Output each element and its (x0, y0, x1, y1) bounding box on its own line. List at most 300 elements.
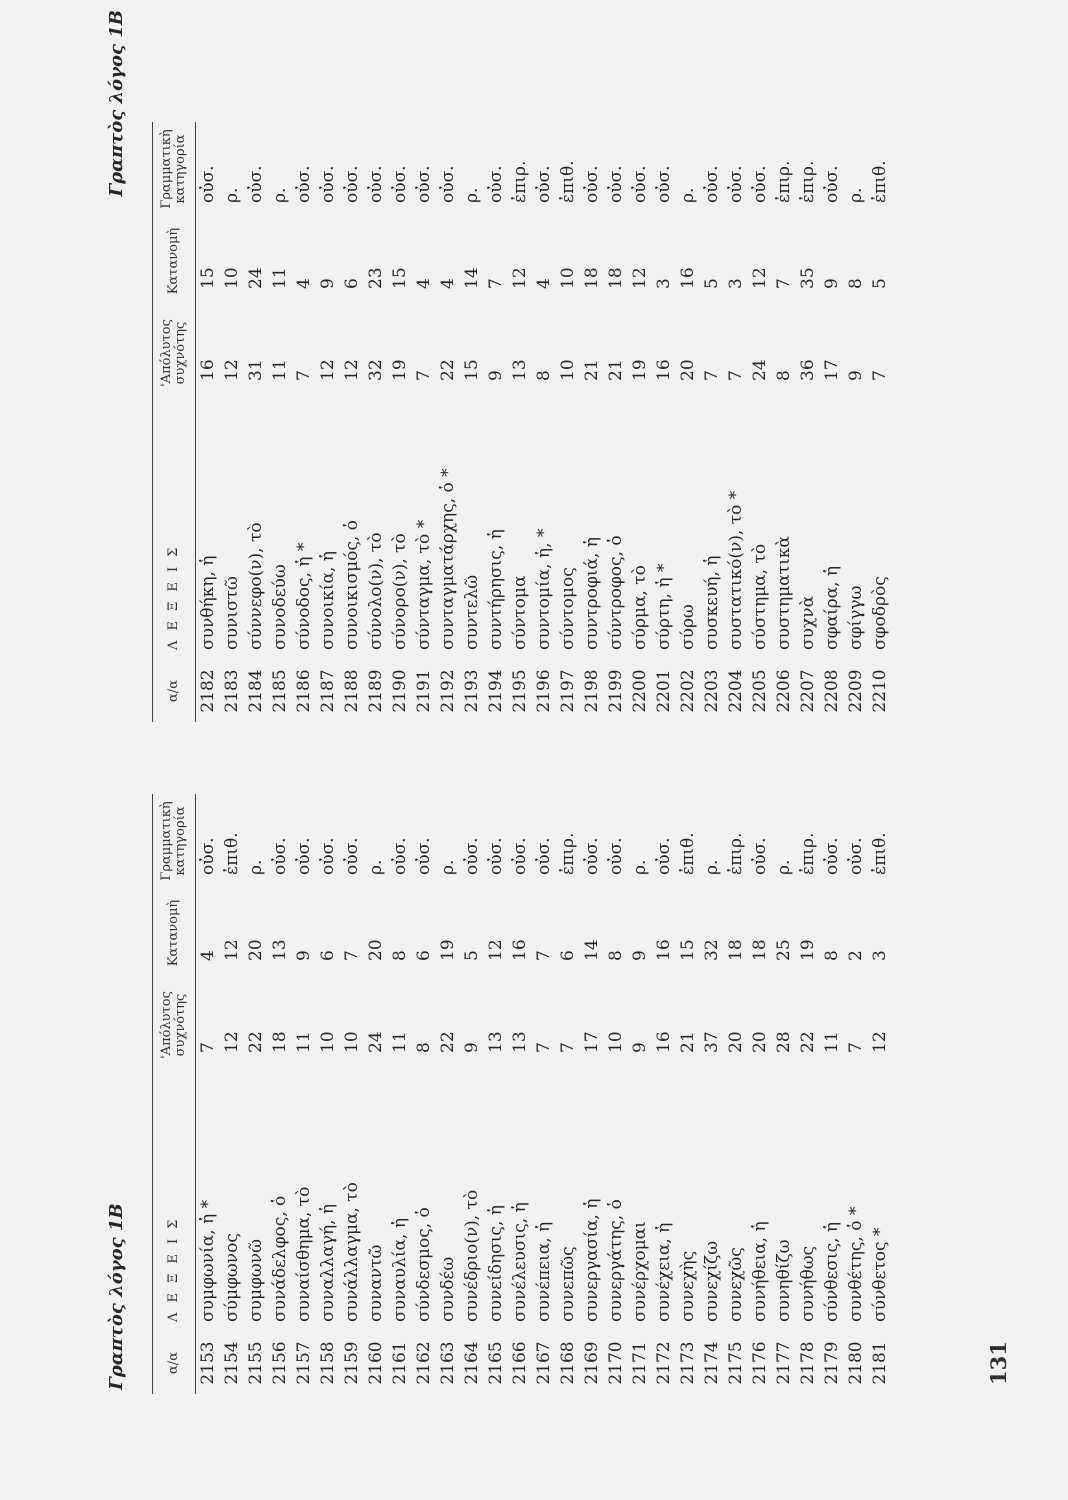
entry-distribution: 10 (222, 267, 242, 289)
page-number: 131 (986, 1341, 1011, 1385)
entry-grammatical-category: ἐπιθ. (678, 832, 698, 875)
entry-distribution: 14 (462, 267, 482, 289)
entry-grammatical-category: οὐσ. (318, 165, 338, 203)
entry-grammatical-category: ρ. (438, 859, 458, 875)
entry-grammatical-category: ἐπιθ. (222, 832, 242, 875)
entry-number: 2159 (342, 1341, 362, 1385)
entry-absolute-frequency: 13 (486, 1031, 506, 1053)
entry-word: συντήρησις, ἡ (486, 529, 506, 650)
table-row (196, 794, 221, 1394)
entry-number: 2173 (678, 1341, 698, 1385)
entry-number: 2207 (798, 669, 818, 713)
entry-grammatical-category: οὐσ. (822, 837, 842, 875)
table-row (508, 794, 532, 1394)
entry-word: συνείδησις, ἡ (486, 1205, 506, 1322)
entry-grammatical-category: ρ. (366, 859, 386, 875)
entry-word: συνήθεια, ἡ (750, 1221, 770, 1322)
entry-distribution: 4 (198, 950, 218, 961)
entry-absolute-frequency: 10 (318, 1031, 338, 1053)
entry-number: 2154 (222, 1341, 242, 1385)
entry-grammatical-category: οὐσ. (342, 165, 362, 203)
entry-grammatical-category: ρ. (630, 859, 650, 875)
entry-word: σύρω (678, 604, 698, 650)
entry-absolute-frequency: 7 (846, 1042, 866, 1053)
entry-absolute-frequency: 7 (414, 370, 434, 381)
entry-grammatical-category: οὐσ. (606, 837, 626, 875)
left-header-row (153, 794, 196, 1394)
entry-word: σύννεφο(ν), τὸ (246, 522, 266, 650)
table-row (532, 794, 556, 1394)
table-row (340, 794, 364, 1394)
entry-distribution: 2 (846, 950, 866, 961)
entry-distribution: 9 (294, 950, 314, 961)
entry-absolute-frequency: 37 (702, 1031, 722, 1053)
entry-absolute-frequency: 7 (558, 1042, 578, 1053)
entry-number: 2171 (630, 1341, 650, 1385)
entry-number: 2174 (702, 1341, 722, 1385)
entry-distribution: 23 (366, 267, 386, 289)
entry-word: συνιστῶ (222, 576, 242, 650)
entry-grammatical-category: ρ. (222, 187, 242, 203)
left-table-body (196, 794, 895, 1394)
table-row (388, 794, 412, 1394)
table-row (700, 122, 724, 722)
header-grammatical-category: Γραμματικὴ κατηγορία (153, 794, 196, 887)
entry-word: συνοικισμός, ὁ (342, 520, 362, 650)
entry-absolute-frequency: 7 (534, 1042, 554, 1053)
table-row (796, 794, 820, 1394)
entry-grammatical-category: οὐσ. (198, 837, 218, 875)
entry-word: συντροφιά, ἡ (582, 537, 602, 650)
right-header-row (153, 122, 196, 722)
entry-grammatical-category: οὐσ. (486, 837, 506, 875)
entry-number: 2156 (270, 1341, 290, 1385)
entry-absolute-frequency: 19 (390, 359, 410, 381)
entry-absolute-frequency: 10 (342, 1031, 362, 1053)
header-num: α/α (153, 1332, 196, 1394)
table-row (580, 122, 604, 722)
entry-absolute-frequency: 9 (630, 1042, 650, 1053)
entry-absolute-frequency: 17 (822, 359, 842, 381)
table-row (844, 794, 868, 1394)
table-row (748, 794, 772, 1394)
table-row (220, 122, 244, 722)
entry-number: 2198 (582, 669, 602, 713)
table-row (556, 122, 580, 722)
entry-distribution: 5 (462, 950, 482, 961)
entry-number: 2180 (846, 1341, 866, 1385)
entry-grammatical-category: οὐσ. (462, 837, 482, 875)
entry-absolute-frequency: 32 (366, 359, 386, 381)
entry-word: συνέδριο(ν), τὸ (462, 1189, 482, 1322)
entry-number: 2176 (750, 1341, 770, 1385)
entry-absolute-frequency: 20 (678, 359, 698, 381)
entry-absolute-frequency: 11 (270, 359, 290, 381)
entry-word: συνηθίζω (774, 1239, 794, 1322)
table-row (724, 794, 748, 1394)
entry-number: 2192 (438, 669, 458, 713)
entry-distribution: 32 (702, 939, 722, 961)
table-row (484, 794, 508, 1394)
entry-absolute-frequency: 7 (870, 370, 890, 381)
entry-absolute-frequency: 16 (198, 359, 218, 381)
entry-number: 2205 (750, 669, 770, 713)
entry-distribution: 20 (366, 939, 386, 961)
table-row (292, 794, 316, 1394)
entry-number: 2175 (726, 1341, 746, 1385)
entry-word: σύντροφος, ὁ (606, 535, 626, 650)
table-row (316, 122, 340, 722)
entry-grammatical-category: οὐσ. (606, 165, 626, 203)
table-row (364, 794, 388, 1394)
entry-absolute-frequency: 18 (270, 1031, 290, 1053)
entry-number: 2193 (462, 669, 482, 713)
entry-word: συνεργασία, ἡ (582, 1198, 602, 1322)
table-row (484, 122, 508, 722)
entry-word: συνέρχομαι (630, 1221, 650, 1322)
entry-grammatical-category: ρ. (462, 187, 482, 203)
entry-word: συνταγματάρχης, ὁ * (438, 468, 458, 650)
entry-grammatical-category: οὐσ. (750, 165, 770, 203)
entry-absolute-frequency: 11 (390, 1031, 410, 1053)
entry-distribution: 8 (822, 950, 842, 961)
entry-grammatical-category: οὐσ. (366, 165, 386, 203)
entry-distribution: 8 (606, 950, 626, 961)
table-row (604, 122, 628, 722)
entry-grammatical-category: οὐσ. (342, 837, 362, 875)
entry-number: 2199 (606, 669, 626, 713)
entry-absolute-frequency: 9 (462, 1042, 482, 1053)
entry-absolute-frequency: 12 (318, 359, 338, 381)
entry-word: συνεχὴς (678, 1250, 698, 1322)
entry-grammatical-category: ρ. (846, 187, 866, 203)
table-row (868, 794, 894, 1394)
entry-word: συνάλλαγμα, τὸ (342, 1182, 362, 1322)
entry-number: 2189 (366, 669, 386, 713)
entry-word: συνοδεύω (270, 564, 290, 650)
table-row (316, 794, 340, 1394)
table-row (700, 794, 724, 1394)
entry-word: συνδέω (438, 1256, 458, 1322)
entry-word: συσκευή, ἡ (702, 555, 722, 650)
entry-absolute-frequency: 24 (750, 359, 770, 381)
entry-word: σφίγγω (846, 585, 866, 650)
table-row (340, 122, 364, 722)
entry-grammatical-category: οὐσ. (654, 837, 674, 875)
entry-word: συνεργάτης, ὁ (606, 1199, 626, 1322)
entry-grammatical-category: ἐπιρ. (798, 160, 818, 203)
entry-number: 2188 (342, 669, 362, 713)
entry-grammatical-category: ἐπιρ. (510, 160, 530, 203)
entry-distribution: 14 (582, 939, 602, 961)
entry-word: σύντομα (510, 575, 530, 650)
entry-number: 2185 (270, 669, 290, 713)
entry-distribution: 15 (678, 939, 698, 961)
entry-distribution: 8 (846, 278, 866, 289)
entry-distribution: 18 (582, 267, 602, 289)
entry-absolute-frequency: 36 (798, 359, 818, 381)
table-row (772, 794, 796, 1394)
entry-grammatical-category: οὐσ. (270, 837, 290, 875)
entry-absolute-frequency: 21 (582, 359, 602, 381)
entry-word: συντομία, ἡ, * (534, 528, 554, 650)
entry-distribution: 5 (702, 278, 722, 289)
entry-absolute-frequency: 21 (606, 359, 626, 381)
entry-absolute-frequency: 16 (654, 359, 674, 381)
table-row (652, 122, 676, 722)
entry-grammatical-category: οὐσ. (582, 837, 602, 875)
entry-number: 2196 (534, 669, 554, 713)
entry-distribution: 19 (798, 939, 818, 961)
header-word: Λ Ε Ξ Ε Ι Σ (153, 1071, 196, 1332)
entry-absolute-frequency: 7 (198, 1042, 218, 1053)
entry-distribution: 8 (390, 950, 410, 961)
entry-grammatical-category: οὐσ. (246, 165, 266, 203)
entry-grammatical-category: ρ. (246, 859, 266, 875)
entry-grammatical-category: οὐσ. (486, 165, 506, 203)
table-row (580, 794, 604, 1394)
entry-word: συντελῶ (462, 574, 482, 650)
entry-distribution: 18 (606, 267, 626, 289)
entry-word: συνάδελφος, ὁ (270, 1195, 290, 1322)
entry-distribution: 12 (630, 267, 650, 289)
entry-absolute-frequency: 9 (846, 370, 866, 381)
entry-absolute-frequency: 13 (510, 359, 530, 381)
entry-distribution: 25 (774, 939, 794, 961)
entry-number: 2168 (558, 1341, 578, 1385)
entry-distribution: 6 (414, 950, 434, 961)
entry-absolute-frequency: 22 (246, 1031, 266, 1053)
right-table-body (196, 122, 895, 722)
entry-distribution: 7 (486, 278, 506, 289)
entry-word: σφοδρὸς (870, 576, 890, 650)
entry-word: συνέλευσις, ἡ (510, 1202, 530, 1322)
entry-number: 2194 (486, 669, 506, 713)
table-row (676, 122, 700, 722)
entry-grammatical-category: ἐπιθ. (870, 160, 890, 203)
left-frequency-table (152, 794, 894, 1394)
entry-distribution: 4 (438, 278, 458, 289)
entry-number: 2210 (870, 669, 890, 713)
entry-word: σύνθεσις, ἡ (822, 1221, 842, 1322)
table-row (508, 122, 532, 722)
entry-grammatical-category: οὐσ. (534, 165, 554, 203)
entry-number: 2170 (606, 1341, 626, 1385)
table-row (868, 122, 894, 722)
entry-distribution: 18 (726, 939, 746, 961)
entry-absolute-frequency: 20 (726, 1031, 746, 1053)
table-row (244, 794, 268, 1394)
header-num: α/α (153, 660, 196, 722)
entry-distribution: 7 (534, 950, 554, 961)
entry-word: σύρτη, ἡ * (654, 563, 674, 650)
entry-grammatical-category: οὐσ. (198, 165, 218, 203)
table-row (436, 794, 460, 1394)
entry-number: 2201 (654, 669, 674, 713)
entry-absolute-frequency: 16 (654, 1031, 674, 1053)
entry-grammatical-category: οὐσ. (510, 837, 530, 875)
entry-absolute-frequency: 21 (678, 1031, 698, 1053)
entry-absolute-frequency: 11 (294, 1031, 314, 1053)
entry-grammatical-category: οὐσ. (582, 165, 602, 203)
table-row (556, 794, 580, 1394)
entry-grammatical-category: ρ. (774, 859, 794, 875)
entry-absolute-frequency: 22 (438, 1031, 458, 1053)
entry-grammatical-category: ἐπιρ. (798, 832, 818, 875)
entry-absolute-frequency: 7 (702, 370, 722, 381)
entry-number: 2206 (774, 669, 794, 713)
entry-number: 2177 (774, 1341, 794, 1385)
table-row (532, 122, 556, 722)
entry-distribution: 13 (270, 939, 290, 961)
entry-number: 2166 (510, 1341, 530, 1385)
entry-word: συναυλία, ἡ (390, 1217, 410, 1322)
entry-distribution: 12 (486, 939, 506, 961)
entry-distribution: 7 (342, 950, 362, 961)
entry-number: 2179 (822, 1341, 842, 1385)
entry-grammatical-category: οὐσ. (726, 165, 746, 203)
entry-number: 2200 (630, 669, 650, 713)
entry-distribution: 4 (534, 278, 554, 289)
entry-number: 2167 (534, 1341, 554, 1385)
entry-word: σύρμα, τὸ (630, 565, 650, 650)
entry-absolute-frequency: 7 (726, 370, 746, 381)
entry-grammatical-category: οὐσ. (414, 837, 434, 875)
entry-distribution: 4 (294, 278, 314, 289)
header-grammatical-category: Γραμματικὴ κατηγορία (153, 122, 196, 215)
entry-number: 2186 (294, 669, 314, 713)
table-row (412, 122, 436, 722)
entry-number: 2190 (390, 669, 410, 713)
entry-number: 2169 (582, 1341, 602, 1385)
entry-word: σύνολο(ν), τὸ (366, 532, 386, 650)
entry-word: συμφωνῶ (246, 1239, 266, 1322)
entry-word: συνθήκη, ἡ (198, 555, 218, 650)
table-row (604, 794, 628, 1394)
entry-distribution: 3 (726, 278, 746, 289)
entry-grammatical-category: ἐπιρ. (726, 832, 746, 875)
table-row (628, 794, 652, 1394)
entry-word: σύνδεσμος, ὁ (414, 1207, 434, 1322)
entry-word: συστατικό(ν), τὸ * (726, 490, 746, 650)
entry-word: συνέχεια, ἡ (654, 1222, 674, 1322)
entry-distribution: 24 (246, 267, 266, 289)
entry-word: συχνὰ (798, 595, 818, 650)
entry-word: συναλλαγή, ἡ (318, 1203, 338, 1322)
entry-distribution: 3 (654, 278, 674, 289)
entry-word: σύνορο(ν), τὸ (390, 533, 410, 650)
entry-distribution: 6 (318, 950, 338, 961)
entry-word: σύνταγμα, τὸ * (414, 519, 434, 650)
entry-grammatical-category: οὐσ. (390, 165, 410, 203)
entry-number: 2160 (366, 1341, 386, 1385)
entry-absolute-frequency: 8 (774, 370, 794, 381)
entry-number: 2208 (822, 669, 842, 713)
entry-absolute-frequency: 12 (342, 359, 362, 381)
entry-absolute-frequency: 20 (750, 1031, 770, 1053)
entry-word: σύντομος (558, 567, 578, 650)
entry-number: 2204 (726, 669, 746, 713)
entry-word: σφαίρα, ἡ (822, 565, 842, 650)
table-row (412, 794, 436, 1394)
entry-word: συναίσθημα, τὸ (294, 1186, 314, 1322)
entry-number: 2184 (246, 669, 266, 713)
entry-grammatical-category: ρ. (702, 859, 722, 875)
entry-grammatical-category: οὐσ. (438, 165, 458, 203)
entry-distribution: 11 (270, 267, 290, 289)
entry-grammatical-category: οὐσ. (750, 837, 770, 875)
table-row (436, 122, 460, 722)
entry-word: συνθέτης, ὁ * (846, 1206, 866, 1322)
entry-grammatical-category: οὐσ. (294, 837, 314, 875)
entry-number: 2163 (438, 1341, 458, 1385)
table-row (292, 122, 316, 722)
entry-word: συνεχίζω (702, 1240, 722, 1322)
entry-absolute-frequency: 12 (222, 1031, 242, 1053)
table-row (652, 794, 676, 1394)
right-running-title: Γραπτὸς λόγος 1Β (106, 10, 127, 197)
table-row (844, 122, 868, 722)
entry-distribution: 16 (678, 267, 698, 289)
entry-distribution: 19 (438, 939, 458, 961)
entry-distribution: 16 (654, 939, 674, 961)
table-row (244, 122, 268, 722)
entry-word: συνήθως (798, 1245, 818, 1322)
entry-word: σύνθετος * (870, 1227, 890, 1322)
entry-number: 2195 (510, 669, 530, 713)
table-row (748, 122, 772, 722)
table-row (676, 794, 700, 1394)
entry-distribution: 6 (558, 950, 578, 961)
entry-distribution: 9 (318, 278, 338, 289)
table-row (220, 794, 244, 1394)
entry-distribution: 3 (870, 950, 890, 961)
entry-word: συνοικία, ἡ (318, 551, 338, 650)
header-absolute-frequency: 'Απόλυτος συχνότης (153, 979, 196, 1071)
entry-grammatical-category: οὐσ. (294, 165, 314, 203)
entry-absolute-frequency: 9 (486, 370, 506, 381)
entry-number: 2164 (462, 1341, 482, 1385)
entry-absolute-frequency: 28 (774, 1031, 794, 1053)
entry-number: 2158 (318, 1341, 338, 1385)
table-row (388, 122, 412, 722)
entry-number: 2181 (870, 1341, 890, 1385)
table-row (268, 122, 292, 722)
entry-absolute-frequency: 10 (606, 1031, 626, 1053)
entry-grammatical-category: ἐπιρ. (774, 160, 794, 203)
entry-absolute-frequency: 12 (222, 359, 242, 381)
entry-absolute-frequency: 19 (630, 359, 650, 381)
entry-number: 2182 (198, 669, 218, 713)
entry-distribution: 4 (414, 278, 434, 289)
entry-grammatical-category: οὐσ. (654, 165, 674, 203)
entry-distribution: 12 (750, 267, 770, 289)
entry-word: σύνοδος, ἡ * (294, 542, 314, 650)
entry-word: σύστημα, τὸ (750, 543, 770, 650)
entry-distribution: 5 (870, 278, 890, 289)
entry-number: 2178 (798, 1341, 818, 1385)
entry-absolute-frequency: 22 (798, 1031, 818, 1053)
header-absolute-frequency: 'Απόλυτος συχνότης (153, 307, 196, 399)
entry-grammatical-category: ρ. (270, 187, 290, 203)
entry-number: 2183 (222, 669, 242, 713)
right-frequency-table (152, 122, 894, 722)
table-row (628, 122, 652, 722)
entry-absolute-frequency: 11 (822, 1031, 842, 1053)
entry-number: 2153 (198, 1341, 218, 1385)
entry-number: 2187 (318, 669, 338, 713)
entry-grammatical-category: ἐπιθ. (870, 832, 890, 875)
